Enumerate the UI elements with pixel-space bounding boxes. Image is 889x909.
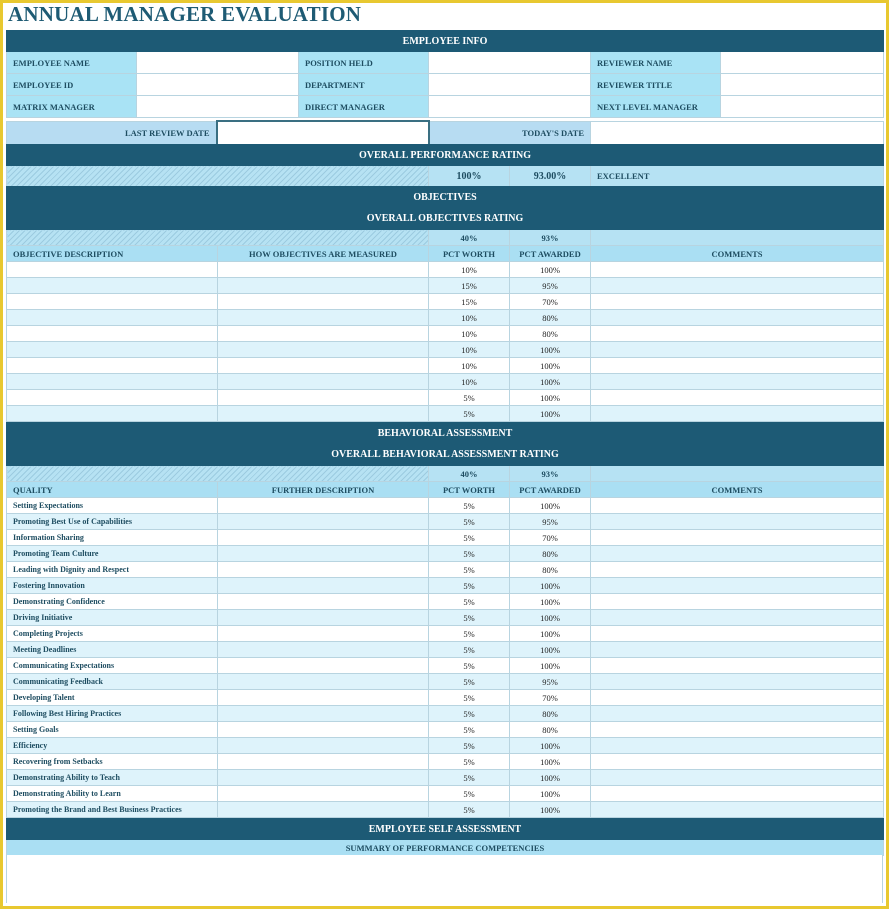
behavior-pct-awarded[interactable]: 100% [510, 658, 591, 674]
objective-pct-worth[interactable]: 15% [429, 294, 510, 310]
behavior-pct-worth[interactable]: 5% [429, 706, 510, 722]
behavior-pct-worth[interactable]: 5% [429, 514, 510, 530]
behavior-pct-awarded[interactable]: 80% [510, 562, 591, 578]
objective-pct-awarded[interactable]: 80% [510, 326, 591, 342]
behavior-quality: Promoting the Brand and Best Business Practices [7, 802, 218, 818]
behavior-pct-worth[interactable]: 5% [429, 578, 510, 594]
employee-name-field[interactable] [137, 52, 299, 74]
col-pct-worth: PCT WORTH [429, 246, 510, 262]
behavior-description-cell[interactable] [218, 498, 429, 514]
objective-measure-cell[interactable] [218, 390, 429, 406]
col-further-description: FURTHER DESCRIPTION [218, 482, 429, 498]
objective-comments-cell[interactable] [591, 374, 884, 390]
objective-description-cell[interactable] [7, 390, 218, 406]
objective-pct-awarded[interactable]: 100% [510, 342, 591, 358]
behavior-row [7, 722, 884, 738]
behavior-quality: Completing Projects [7, 626, 218, 642]
objective-description-cell[interactable] [7, 374, 218, 390]
objective-measure-cell[interactable] [218, 342, 429, 358]
behavior-pct-worth[interactable]: 5% [429, 738, 510, 754]
last-review-date-field[interactable] [217, 121, 429, 145]
col-comments: COMMENTS [591, 482, 884, 498]
objective-pct-worth[interactable]: 10% [429, 374, 510, 390]
reviewer-name-field[interactable] [721, 52, 884, 74]
objective-pct-awarded[interactable]: 100% [510, 390, 591, 406]
behavioral-total-worth: 40% [429, 466, 510, 482]
objective-measure-cell[interactable] [218, 406, 429, 422]
behavior-quality: Developing Talent [7, 690, 218, 706]
spacer-cell [591, 230, 884, 246]
objective-comments-cell[interactable] [591, 278, 884, 294]
behavior-pct-worth[interactable]: 5% [429, 690, 510, 706]
objective-row [7, 278, 884, 294]
behavior-description-cell[interactable] [218, 610, 429, 626]
objectives-table [6, 186, 884, 422]
objectives-rating-heading: OVERALL OBJECTIVES RATING [7, 208, 884, 230]
behavior-pct-awarded[interactable]: 70% [510, 530, 591, 546]
behavior-description-cell[interactable] [218, 770, 429, 786]
department-label: DEPARTMENT [299, 74, 429, 96]
objective-comments-cell[interactable] [591, 358, 884, 374]
spacer-cell [591, 466, 884, 482]
col-quality: QUALITY [7, 482, 218, 498]
behavior-comments-cell[interactable] [591, 658, 884, 674]
behavior-pct-worth[interactable]: 5% [429, 754, 510, 770]
behavioral-rating-heading: OVERALL BEHAVIORAL ASSESSMENT RATING [7, 444, 884, 466]
objective-pct-awarded[interactable]: 95% [510, 278, 591, 294]
behavior-row [7, 802, 884, 818]
behavior-row [7, 626, 884, 642]
behavior-description-cell[interactable] [218, 802, 429, 818]
matrix-manager-label: MATRIX MANAGER [7, 96, 137, 118]
behavior-pct-awarded[interactable]: 80% [510, 722, 591, 738]
behavior-pct-awarded[interactable]: 100% [510, 754, 591, 770]
behavior-row [7, 562, 884, 578]
behavior-pct-worth[interactable]: 5% [429, 658, 510, 674]
behavior-quality: Efficiency [7, 738, 218, 754]
objective-comments-cell[interactable] [591, 326, 884, 342]
review-dates-table [6, 120, 884, 146]
objective-row [7, 294, 884, 310]
objective-description-cell[interactable] [7, 262, 218, 278]
objective-pct-awarded[interactable]: 100% [510, 358, 591, 374]
behavioral-total-awarded: 93% [510, 466, 591, 482]
behavior-pct-awarded[interactable]: 95% [510, 514, 591, 530]
behavior-comments-cell[interactable] [591, 706, 884, 722]
department-field[interactable] [429, 74, 591, 96]
behavior-row [7, 594, 884, 610]
self-assessment-field[interactable] [6, 855, 883, 903]
behavior-row [7, 690, 884, 706]
col-pct-awarded: PCT AWARDED [510, 246, 591, 262]
behavior-pct-awarded[interactable]: 100% [510, 786, 591, 802]
behavior-row [7, 674, 884, 690]
todays-date-field[interactable] [591, 121, 884, 145]
overall-awarded: 93.00% [510, 166, 591, 187]
behavior-pct-worth[interactable]: 5% [429, 594, 510, 610]
reviewer-title-label: REVIEWER TITLE [591, 74, 721, 96]
objective-pct-worth[interactable]: 10% [429, 310, 510, 326]
behavior-quality: Promoting Best Use of Capabilities [7, 514, 218, 530]
next-level-manager-field[interactable] [721, 96, 884, 118]
behavior-quality: Demonstrating Ability to Learn [7, 786, 218, 802]
behavior-description-cell[interactable] [218, 754, 429, 770]
matrix-manager-field[interactable] [137, 96, 299, 118]
behavior-comments-cell[interactable] [591, 530, 884, 546]
behavior-description-cell[interactable] [218, 562, 429, 578]
objective-row [7, 406, 884, 422]
behavior-description-cell[interactable] [218, 530, 429, 546]
behavior-row [7, 642, 884, 658]
behavior-pct-worth[interactable]: 5% [429, 498, 510, 514]
objective-measure-cell[interactable] [218, 310, 429, 326]
objective-description-cell[interactable] [7, 326, 218, 342]
behavior-quality: Communicating Feedback [7, 674, 218, 690]
col-pct-awarded: PCT AWARDED [510, 482, 591, 498]
hatch-spacer [7, 466, 429, 482]
last-review-date-label: LAST REVIEW DATE [7, 121, 217, 145]
objective-measure-cell[interactable] [218, 278, 429, 294]
behavior-comments-cell[interactable] [591, 578, 884, 594]
behavior-quality: Promoting Team Culture [7, 546, 218, 562]
behavior-pct-awarded[interactable]: 100% [510, 610, 591, 626]
behavior-pct-worth[interactable]: 5% [429, 786, 510, 802]
objective-row [7, 374, 884, 390]
behavior-quality: Setting Expectations [7, 498, 218, 514]
behavior-description-cell[interactable] [218, 642, 429, 658]
behavior-comments-cell[interactable] [591, 722, 884, 738]
behavior-comments-cell[interactable] [591, 498, 884, 514]
behavior-comments-cell[interactable] [591, 738, 884, 754]
behavior-row [7, 498, 884, 514]
behavior-pct-worth[interactable]: 5% [429, 674, 510, 690]
behavior-comments-cell[interactable] [591, 546, 884, 562]
employee-id-field[interactable] [137, 74, 299, 96]
behavior-description-cell[interactable] [218, 626, 429, 642]
behavior-quality: Communicating Expectations [7, 658, 218, 674]
behavior-row [7, 546, 884, 562]
objective-comments-cell[interactable] [591, 342, 884, 358]
behavior-comments-cell[interactable] [591, 674, 884, 690]
objective-measure-cell[interactable] [218, 326, 429, 342]
position-held-label: POSITION HELD [299, 52, 429, 74]
behavior-description-cell[interactable] [218, 706, 429, 722]
behavior-comments-cell[interactable] [591, 610, 884, 626]
objective-pct-worth[interactable]: 10% [429, 342, 510, 358]
behavior-pct-worth[interactable]: 5% [429, 802, 510, 818]
self-assessment-heading: EMPLOYEE SELF ASSESSMENT [7, 819, 884, 840]
objective-description-cell[interactable] [7, 310, 218, 326]
behavior-pct-worth[interactable]: 5% [429, 770, 510, 786]
behavior-row [7, 754, 884, 770]
employee-id-label: EMPLOYEE ID [7, 74, 137, 96]
objectives-heading: OBJECTIVES [7, 187, 884, 208]
col-how-measured: HOW OBJECTIVES ARE MEASURED [218, 246, 429, 262]
next-level-manager-label: NEXT LEVEL MANAGER [591, 96, 721, 118]
behavior-comments-cell[interactable] [591, 642, 884, 658]
behavior-pct-worth[interactable]: 5% [429, 530, 510, 546]
objective-comments-cell[interactable] [591, 390, 884, 406]
objective-pct-worth[interactable]: 10% [429, 262, 510, 278]
behavior-row [7, 770, 884, 786]
self-assessment-subheading: SUMMARY OF PERFORMANCE COMPETENCIES [7, 840, 884, 856]
employee-info-heading: EMPLOYEE INFO [7, 31, 884, 52]
behavior-description-cell[interactable] [218, 514, 429, 530]
behavior-pct-awarded[interactable]: 100% [510, 594, 591, 610]
behavior-pct-worth[interactable]: 5% [429, 562, 510, 578]
behavior-comments-cell[interactable] [591, 754, 884, 770]
behavior-pct-awarded[interactable]: 80% [510, 546, 591, 562]
overall-rating: EXCELLENT [591, 166, 884, 187]
objective-row [7, 358, 884, 374]
position-held-field[interactable] [429, 52, 591, 74]
behavior-description-cell[interactable] [218, 674, 429, 690]
objective-measure-cell[interactable] [218, 374, 429, 390]
behavior-description-cell[interactable] [218, 738, 429, 754]
behavior-description-cell[interactable] [218, 690, 429, 706]
behavior-quality: Setting Goals [7, 722, 218, 738]
behavior-quality: Leading with Dignity and Respect [7, 562, 218, 578]
overall-worth: 100% [429, 166, 510, 187]
behavior-row [7, 658, 884, 674]
behavior-pct-awarded[interactable]: 100% [510, 626, 591, 642]
objective-measure-cell[interactable] [218, 294, 429, 310]
objective-description-cell[interactable] [7, 358, 218, 374]
behavior-quality: Demonstrating Ability to Teach [7, 770, 218, 786]
employee-name-label: EMPLOYEE NAME [7, 52, 137, 74]
objective-row [7, 390, 884, 406]
objective-description-cell[interactable] [7, 278, 218, 294]
behavior-pct-awarded[interactable]: 100% [510, 738, 591, 754]
col-objective-description: OBJECTIVE DESCRIPTION [7, 246, 218, 262]
behavior-pct-worth[interactable]: 5% [429, 626, 510, 642]
behavior-row [7, 738, 884, 754]
behavior-quality: Meeting Deadlines [7, 642, 218, 658]
direct-manager-label: DIRECT MANAGER [299, 96, 429, 118]
behavior-pct-worth[interactable]: 5% [429, 722, 510, 738]
behavior-pct-awarded[interactable]: 100% [510, 770, 591, 786]
col-comments: COMMENTS [591, 246, 884, 262]
behavior-comments-cell[interactable] [591, 594, 884, 610]
behavior-quality: Recovering from Setbacks [7, 754, 218, 770]
reviewer-title-field[interactable] [721, 74, 884, 96]
behavior-quality: Driving Initiative [7, 610, 218, 626]
behavior-pct-awarded[interactable]: 95% [510, 674, 591, 690]
objective-pct-awarded[interactable]: 100% [510, 262, 591, 278]
behavior-pct-worth[interactable]: 5% [429, 610, 510, 626]
employee-info-table [6, 30, 884, 118]
behavior-description-cell[interactable] [218, 722, 429, 738]
objective-pct-awarded[interactable]: 100% [510, 406, 591, 422]
objective-comments-cell[interactable] [591, 406, 884, 422]
objective-pct-awarded[interactable]: 70% [510, 294, 591, 310]
objectives-total-awarded: 93% [510, 230, 591, 246]
behavioral-heading: BEHAVIORAL ASSESSMENT [7, 423, 884, 444]
objective-description-cell[interactable] [7, 406, 218, 422]
objective-measure-cell[interactable] [218, 358, 429, 374]
todays-date-label: TODAY'S DATE [429, 121, 591, 145]
hatch-spacer [7, 230, 429, 246]
behavior-row [7, 610, 884, 626]
behavior-row [7, 530, 884, 546]
objective-pct-awarded[interactable]: 80% [510, 310, 591, 326]
objective-description-cell[interactable] [7, 342, 218, 358]
objective-row [7, 262, 884, 278]
behavior-description-cell[interactable] [218, 594, 429, 610]
reviewer-name-label: REVIEWER NAME [591, 52, 721, 74]
objective-comments-cell[interactable] [591, 310, 884, 326]
objective-pct-worth[interactable]: 15% [429, 278, 510, 294]
hatch-spacer [7, 166, 429, 187]
behavior-description-cell[interactable] [218, 786, 429, 802]
objective-row [7, 342, 884, 358]
direct-manager-field[interactable] [429, 96, 591, 118]
objective-pct-awarded[interactable]: 100% [510, 374, 591, 390]
behavior-quality: Demonstrating Confidence [7, 594, 218, 610]
col-pct-worth: PCT WORTH [429, 482, 510, 498]
behavior-pct-awarded[interactable]: 80% [510, 706, 591, 722]
objective-pct-worth[interactable]: 5% [429, 406, 510, 422]
behavior-pct-awarded[interactable]: 100% [510, 498, 591, 514]
objective-row [7, 326, 884, 342]
objective-comments-cell[interactable] [591, 294, 884, 310]
self-assessment-table [6, 818, 884, 856]
objective-pct-worth[interactable]: 10% [429, 326, 510, 342]
behavior-description-cell[interactable] [218, 578, 429, 594]
behavior-comments-cell[interactable] [591, 786, 884, 802]
overall-performance-table [6, 144, 884, 187]
objective-measure-cell[interactable] [218, 262, 429, 278]
behavior-pct-awarded[interactable]: 100% [510, 802, 591, 818]
objective-pct-worth[interactable]: 10% [429, 358, 510, 374]
behavior-quality: Following Best Hiring Practices [7, 706, 218, 722]
behavior-pct-awarded[interactable]: 70% [510, 690, 591, 706]
behavior-comments-cell[interactable] [591, 514, 884, 530]
objective-description-cell[interactable] [7, 294, 218, 310]
behavior-quality: Information Sharing [7, 530, 218, 546]
objective-row [7, 310, 884, 326]
behavior-pct-worth[interactable]: 5% [429, 642, 510, 658]
behavior-pct-awarded[interactable]: 100% [510, 578, 591, 594]
behavior-description-cell[interactable] [218, 658, 429, 674]
page-title: ANNUAL MANAGER EVALUATION [8, 2, 362, 26]
behavior-quality: Fostering Innovation [7, 578, 218, 594]
behavioral-table [6, 422, 884, 818]
behavior-pct-awarded[interactable]: 100% [510, 642, 591, 658]
objective-pct-worth[interactable]: 5% [429, 390, 510, 406]
behavior-comments-cell[interactable] [591, 562, 884, 578]
behavior-comments-cell[interactable] [591, 626, 884, 642]
behavior-row [7, 514, 884, 530]
behavior-pct-worth[interactable]: 5% [429, 546, 510, 562]
objective-comments-cell[interactable] [591, 262, 884, 278]
behavior-row [7, 786, 884, 802]
behavior-comments-cell[interactable] [591, 802, 884, 818]
overall-performance-heading: OVERALL PERFORMANCE RATING [7, 145, 884, 166]
objectives-total-worth: 40% [429, 230, 510, 246]
behavior-comments-cell[interactable] [591, 770, 884, 786]
behavior-description-cell[interactable] [218, 546, 429, 562]
behavior-row [7, 578, 884, 594]
behavior-row [7, 706, 884, 722]
behavior-comments-cell[interactable] [591, 690, 884, 706]
